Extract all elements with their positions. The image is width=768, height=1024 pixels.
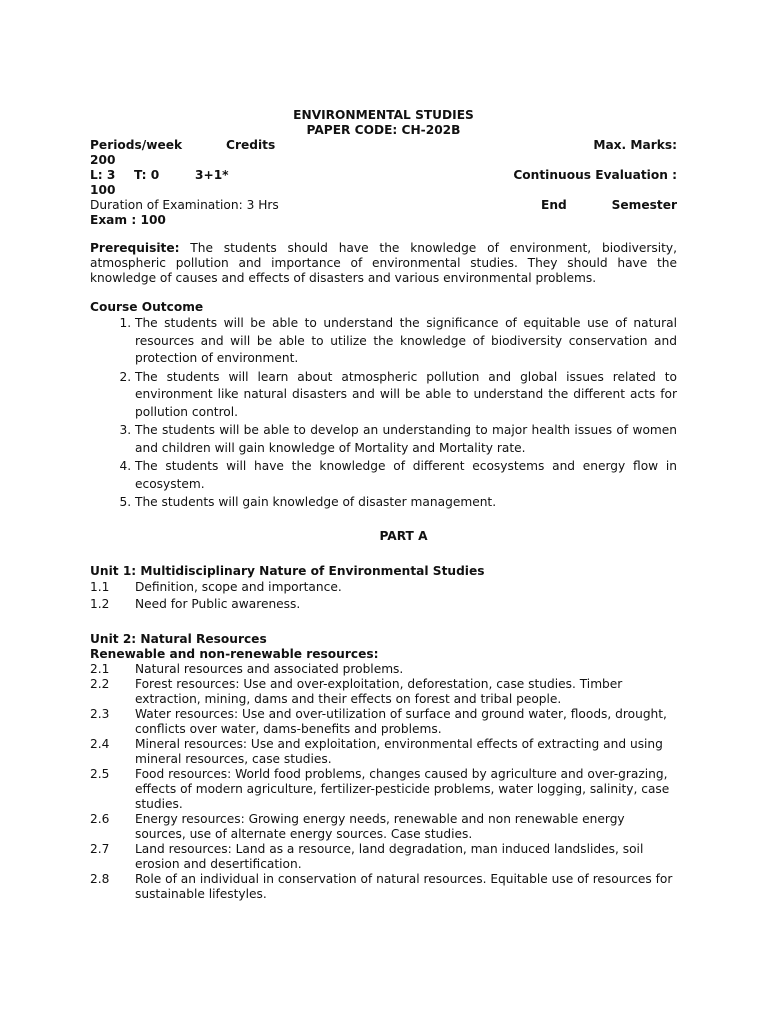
list-item (90, 596, 677, 613)
item-number: 2.2 (90, 676, 110, 691)
list-item (90, 872, 677, 902)
item-text: Water resources: Use and over-utilization of surface and ground water, floods, drought, conflicts over water, dams-benefits and problems. (135, 706, 667, 736)
list-item: 5. The students will gain knowledge of disaster management. (135, 494, 677, 512)
course-outcome-heading: Course Outcome (90, 300, 204, 314)
list-item (90, 707, 677, 737)
list-item (90, 842, 677, 872)
list-item: 3. The students will be able to develop an understanding to major health issues of women and children will gain knowledge of Mortality and Mortality rate. (135, 422, 677, 457)
unit1-list (90, 579, 677, 613)
item-text: Role of an individual in conservation of natural resources. Equitable use of resources for sustainable lifestyles. (135, 871, 673, 901)
list-item: 4. The students will have the knowledge of different ecosystems and energy flow in ecosystem. (135, 458, 677, 493)
credits-label: Credits (226, 138, 276, 152)
exam-label: Exam : 100 (90, 213, 166, 227)
credits-value: 3+1* (195, 168, 229, 182)
item-text: Natural resources and associated problems. (135, 661, 404, 676)
item-number: 2.8 (90, 871, 110, 886)
item-number: 2.5 (90, 766, 110, 781)
list-item (90, 662, 677, 677)
page-content (90, 108, 677, 902)
list-item (90, 767, 677, 812)
item-text: Land resources: Land as a resource, land degradation, man induced landslides, soil erosion and desertification. (135, 841, 644, 871)
item-number: 1.1 (90, 579, 110, 594)
prerequisite-text: The students should have the knowledge of environment, biodiversity, atmospheric pollution and importance of environmental studies. They should have the knowledge of causes and effects of disasters and various environmental problems. (90, 241, 677, 285)
semester-label: Semester (611, 198, 677, 212)
item-number: 2.1 (90, 661, 110, 676)
list-item (90, 677, 677, 707)
item-number: 2.6 (90, 811, 110, 826)
course-title: ENVIRONMENTAL STUDIES (293, 108, 474, 122)
continuous-value: 100 (90, 183, 116, 197)
list-item: 2. The students will learn about atmospheric pollution and global issues related to environment like natural disasters and will be able to understand the different acts for pollution control. (135, 369, 677, 422)
t-value: T: 0 (134, 168, 160, 182)
end-label: End (541, 198, 567, 212)
part-heading: PART A (379, 528, 428, 543)
prerequisite-paragraph (90, 241, 677, 286)
item-text: Definition, scope and importance. (135, 579, 342, 594)
item-text: Energy resources: Growing energy needs, renewable and non renewable energy sources, use of alternate energy sources. Case studies. (135, 811, 625, 841)
course-outcome-list (90, 315, 677, 512)
item-number: 2.3 (90, 706, 110, 721)
item-number: 1.2 (90, 596, 110, 611)
periods-label: Periods/week (90, 138, 183, 152)
item-number: 2.7 (90, 841, 110, 856)
lt-row (90, 168, 677, 183)
unit2-heading: Unit 2: Natural Resources (90, 631, 267, 646)
prerequisite-label: Prerequisite: (90, 241, 180, 255)
item-text: Mineral resources: Use and exploitation, environmental effects of extracting and using mineral resources, case studies. (135, 736, 663, 766)
paper-code: PAPER CODE: CH-202B (306, 123, 461, 137)
l-value: L: 3 (90, 168, 116, 182)
list-item: 1. The students will be able to understand the significance of equitable use of natural resources and will be able to utilize the knowledge of biodiversity conservation and protection of environment. (135, 315, 677, 368)
unit2-subheading: Renewable and non-renewable resources: (90, 646, 379, 661)
list-item (90, 812, 677, 842)
continuous-label: Continuous Evaluation : (513, 168, 677, 182)
unit1-heading: Unit 1: Multidisciplinary Nature of Environmental Studies (90, 563, 485, 578)
max-marks-value: 200 (90, 153, 116, 167)
exam-row (90, 213, 677, 228)
item-text: Need for Public awareness. (135, 596, 301, 611)
unit2-list (90, 662, 677, 902)
item-text: Food resources: World food problems, changes caused by agriculture and over-grazing, effects of modern agriculture, fertilizer-pesticide problems, water logging, salinity, case studies. (135, 766, 670, 811)
list-item (90, 737, 677, 767)
duration-row (90, 198, 677, 213)
duration-text: Duration of Examination: 3 Hrs (90, 198, 279, 212)
max-marks-label: Max. Marks: (593, 138, 677, 152)
list-item (90, 579, 677, 596)
max-marks-value-row (90, 153, 677, 168)
periods-row (90, 138, 677, 153)
item-text: Forest resources: Use and over-exploitation, deforestation, case studies. Timber extraction, mining, dams and their effects on forest and tribal people. (135, 676, 623, 706)
continuous-value-row (90, 183, 677, 198)
item-number: 2.4 (90, 736, 110, 751)
